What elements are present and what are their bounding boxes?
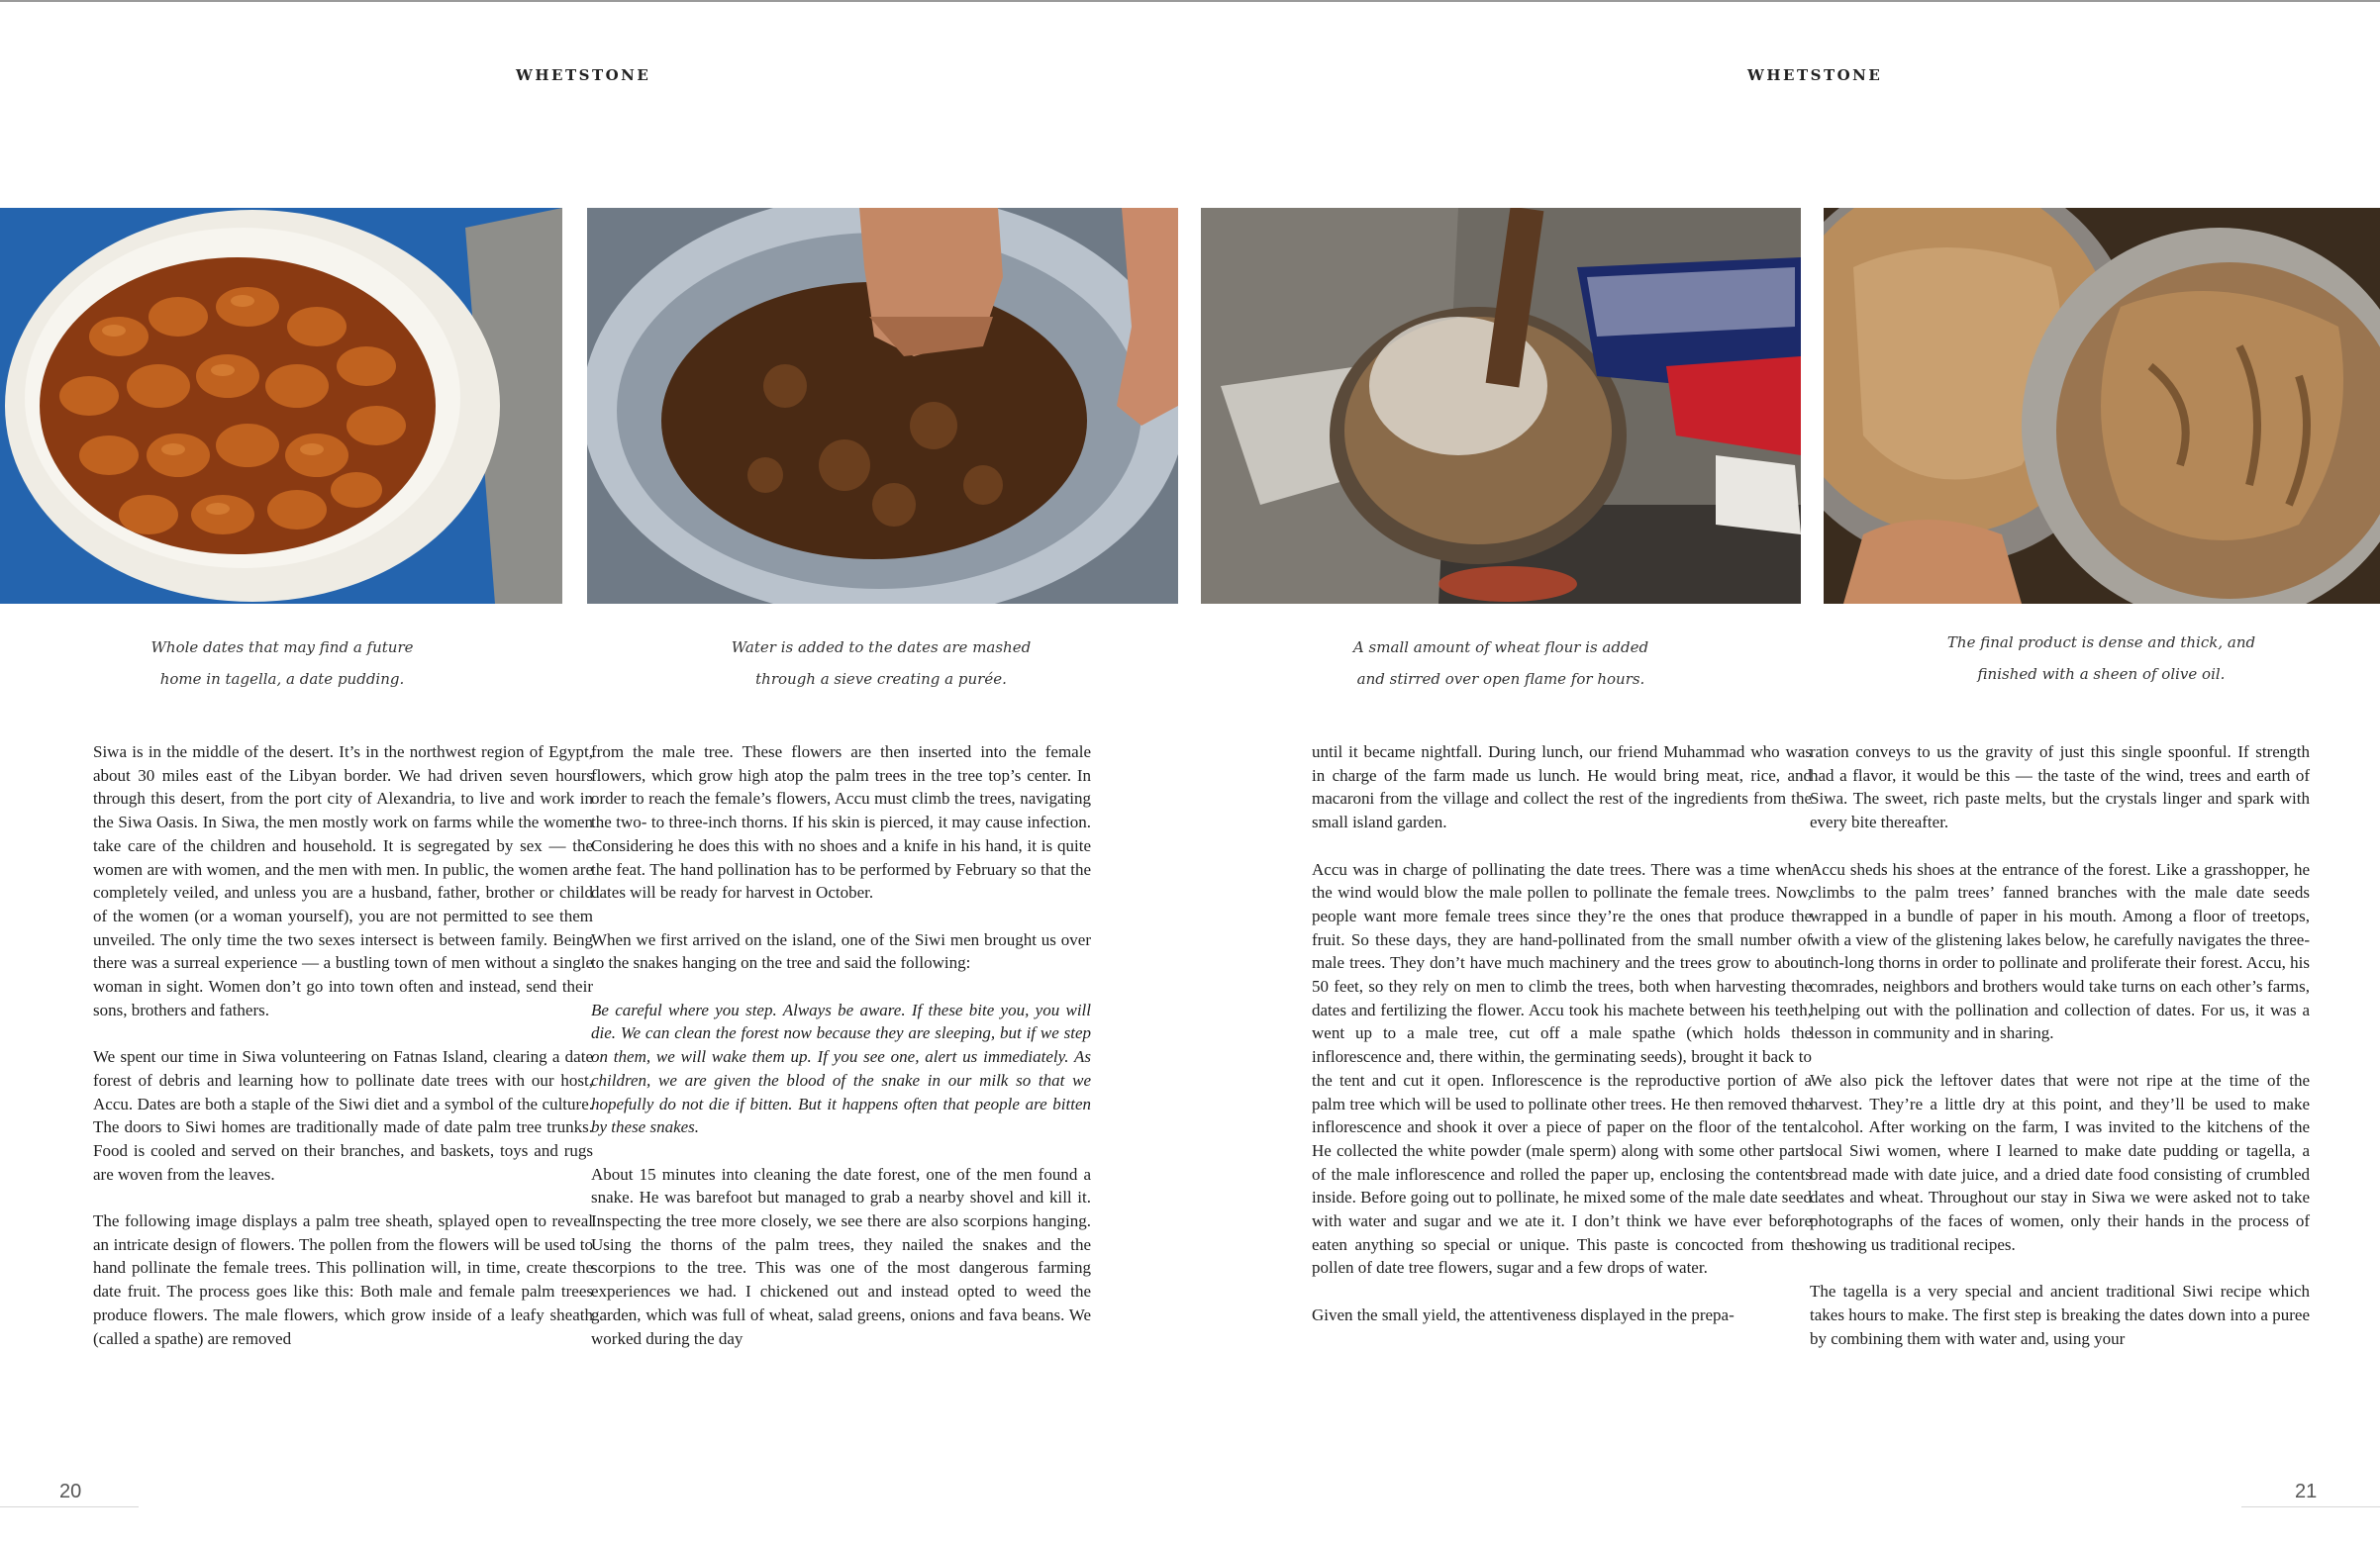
caption-2-line-2: through a sieve creating a purée. <box>755 670 1007 688</box>
caption-2-line-1: Water is added to the dates are mashed <box>731 638 1032 656</box>
paragraph: We also pick the leftover dates that were not ripe at the time of the harvest. They’re a little dry at this point, and they’ll be used to make alcohol. After working on the farm, I was invited to the kitchens of the local Siwi women, where I learned to make date pudding or tagella, a bread made with date juice, and a dried date food consisting of crumbled dates and wheat. Throughout our stay in Siwa we were asked not to take photographs of the faces of women, only their hands in the process of showing us traditional recipes. <box>1810 1070 2310 1254</box>
paragraph: ration conveys to us the gravity of just this single spoonful. If strength had a flavor, it would be this — the taste of the wind, trees and earth of Siwa. The sweet, rich paste melts, but the crystals linger and spark with every bite thereafter. <box>1810 742 2310 832</box>
right-page-number: 21 <box>2295 1481 2318 1502</box>
left-running-header: WHETSTONE <box>516 66 651 84</box>
text-column-4 <box>1810 740 2310 1374</box>
caption-1-line-2: home in tagella, a date pudding. <box>159 670 405 688</box>
paragraph: We spent our time in Siwa volunteering on Fatnas Island, clearing a date forest of debris and learning how to pollinate date trees with our host, Accu. Dates are both a staple of the Siwi diet and a symbol of the culture. The doors to Siwi homes are traditionally made of date palm tree trunks. Food is cooled and served on their branches, and baskets, toys and rugs are woven from the leaves. <box>93 1047 593 1184</box>
photo-whole-dates <box>0 208 562 604</box>
hand-mashing-dates-photo <box>587 208 1178 604</box>
caption-2 <box>683 631 1079 695</box>
text-column-1 <box>93 740 593 1374</box>
top-rule <box>0 0 2380 2</box>
paragraph: The tagella is a very special and ancient traditional Siwi recipe which takes hours to make. The first step is breaking the dates down into a puree by combining them with water and, using your <box>1810 1282 2310 1348</box>
bowl-of-whole-dates-photo <box>0 208 562 604</box>
caption-3 <box>1297 631 1705 695</box>
paragraph: Given the small yield, the attentiveness displayed in the prepa- <box>1312 1304 1735 1324</box>
photo-finished-pudding <box>1824 208 2380 604</box>
left-page-number: 20 <box>59 1481 82 1502</box>
paragraph: Accu was in charge of pollinating the date trees. There was a time when the wind would blow the male pollen to pollinate the female trees. Now, people want more female trees since they’re the ones that produce the fruit. So these days, they are hand-pollinated from the small number of male trees. They don’t have much machinery and the trees grow to about 50 feet, so they rely on men to climb the trees, both when harvesting the dates and fertilizing the flower. Accu took his machete between his teeth, went up to a male tree, cut off a male spathe (which holds the inflorescence and, there within, the germinating seeds), brought it back to the tent and cut it open. Inflorescence is the reproductive portion of a palm tree which will be used to pollinate other trees. He then removed the inflorescence and shook it over a piece of paper on the floor of the tent. He collected the white powder (male sperm) along with some other parts of the male inflorescence and rolled the paper up, enclosing the contents inside. Before going out to pollinate, he mixed some of the male date seed with water and sugar and we ate it. I don’t think we have ever before eaten anything so special or unique. This paste is concocted from the pollen of date tree flowers, sugar and a few drops of water. <box>1312 859 1812 1278</box>
finished-date-pudding-photo <box>1824 208 2380 604</box>
caption-4 <box>1896 627 2307 690</box>
quote-paragraph: Be careful where you step. Always be aware. If these bite you, you will die. We can clean the forest now because they are sleeping, but if we step on them, we will wake them up. If you see one, alert us immediately. As children, we are given the blood of the snake in our milk so that we hopefully do not die if bitten. But it happens often that people are bitten by these snakes. <box>591 1000 1091 1137</box>
caption-3-line-2: and stirred over open flame for hours. <box>1356 670 1645 688</box>
paragraph: Accu sheds his shoes at the entrance of the forest. Like a grasshopper, he climbs to the palm trees’ fanned branches with the male date seeds wrapped in a bundle of paper in his mouth. Among a floor of treetops, with a view of the glistening lakes below, he carefully navigates the three-inch-long thorns in order to pollinate and proliferate their forest. Accu, his comrades, neighbors and brothers would take turns on each other’s farms, helping out with the pollination and collection of dates. For us, it was a lesson in community and in sharing. <box>1810 859 2310 1043</box>
pot-over-open-flame-photo <box>1201 208 1801 604</box>
text-column-2 <box>591 740 1091 1374</box>
paragraph: from the male tree. These flowers are then inserted into the female flowers, which grow high atop the palm trees in the tree top’s center. In order to reach the female’s flowers, Accu must climb the trees, navigating the two- to three-inch thorns. If his skin is pierced, it may cause infection. Considering he does this with no shoes and a knife in his hand, it is quite the feat. The hand pollination has to be performed by February so that the dates will be ready for harvest in October. <box>591 742 1091 903</box>
paragraph: About 15 minutes into cleaning the date forest, one of the men found a snake. He was barefoot but managed to grab a nearby shovel and kill it. Inspecting the tree more closely, we see there are also scorpions hanging. Using the thorns of the palm trees, they nailed the snakes and the scorpions to the tree. This was one of the most dangerous farming experiences we had. I chickened out and instead opted to weed the garden, which was full of wheat, salad greens, onions and fava beans. We worked during the day <box>591 1164 1091 1348</box>
caption-4-line-1: The final product is dense and thick, and <box>1946 633 2256 651</box>
right-footer-rule <box>2241 1506 2380 1507</box>
right-running-header: WHETSTONE <box>1747 66 1883 84</box>
left-footer-rule <box>0 1506 139 1507</box>
text-column-3 <box>1312 740 1812 1350</box>
paragraph: When we first arrived on the island, one of the Siwi men brought us over to the snakes hanging on the tree and said the following: <box>591 929 1091 973</box>
caption-1 <box>94 631 470 695</box>
paragraph: until it became nightfall. During lunch, our friend Muhammad who was in charge of the farm made us lunch. He would bring meat, rice, and macaroni from the village and collect the rest of the ingredients from the small island garden. <box>1312 742 1812 832</box>
paragraph: Siwa is in the middle of the desert. It’s in the northwest region of Egypt, about 30 miles east of the Libyan border. We had driven seven hours through this desert, from the port city of Alexandria, to live and work in the Siwa Oasis. In Siwa, the men mostly work on farms while the women take care of the children and household. It is segregated by sex — the women are with women, and the men with men. In public, the women are completely veiled, and unless you are a husband, father, brother or child of the women (or a woman yourself), you are not permitted to see them unveiled. The only time the two sexes intersect is between family. Being there was a surreal experience — a bustling town of men without a single woman in sight. Women don’t go into town often and instead, send their sons, brothers and fathers. <box>93 742 593 1019</box>
caption-3-line-1: A small amount of wheat flour is added <box>1352 638 1649 656</box>
photo-pot-over-flame <box>1201 208 1801 604</box>
caption-4-line-2: finished with a sheen of olive oil. <box>1977 665 2226 683</box>
paragraph: The following image displays a palm tree sheath, splayed open to reveal an intricate design of flowers. The pollen from the flowers will be used to hand pollinate the female trees. This pollination will, in time, create the date fruit. The process goes like this: Both male and female palm trees produce flowers. The male flowers, which grow inside of a leafy sheath (called a spathe) are removed <box>93 1211 593 1348</box>
photo-mashing-dates <box>587 208 1178 604</box>
caption-1-line-1: Whole dates that may find a future <box>150 638 414 656</box>
